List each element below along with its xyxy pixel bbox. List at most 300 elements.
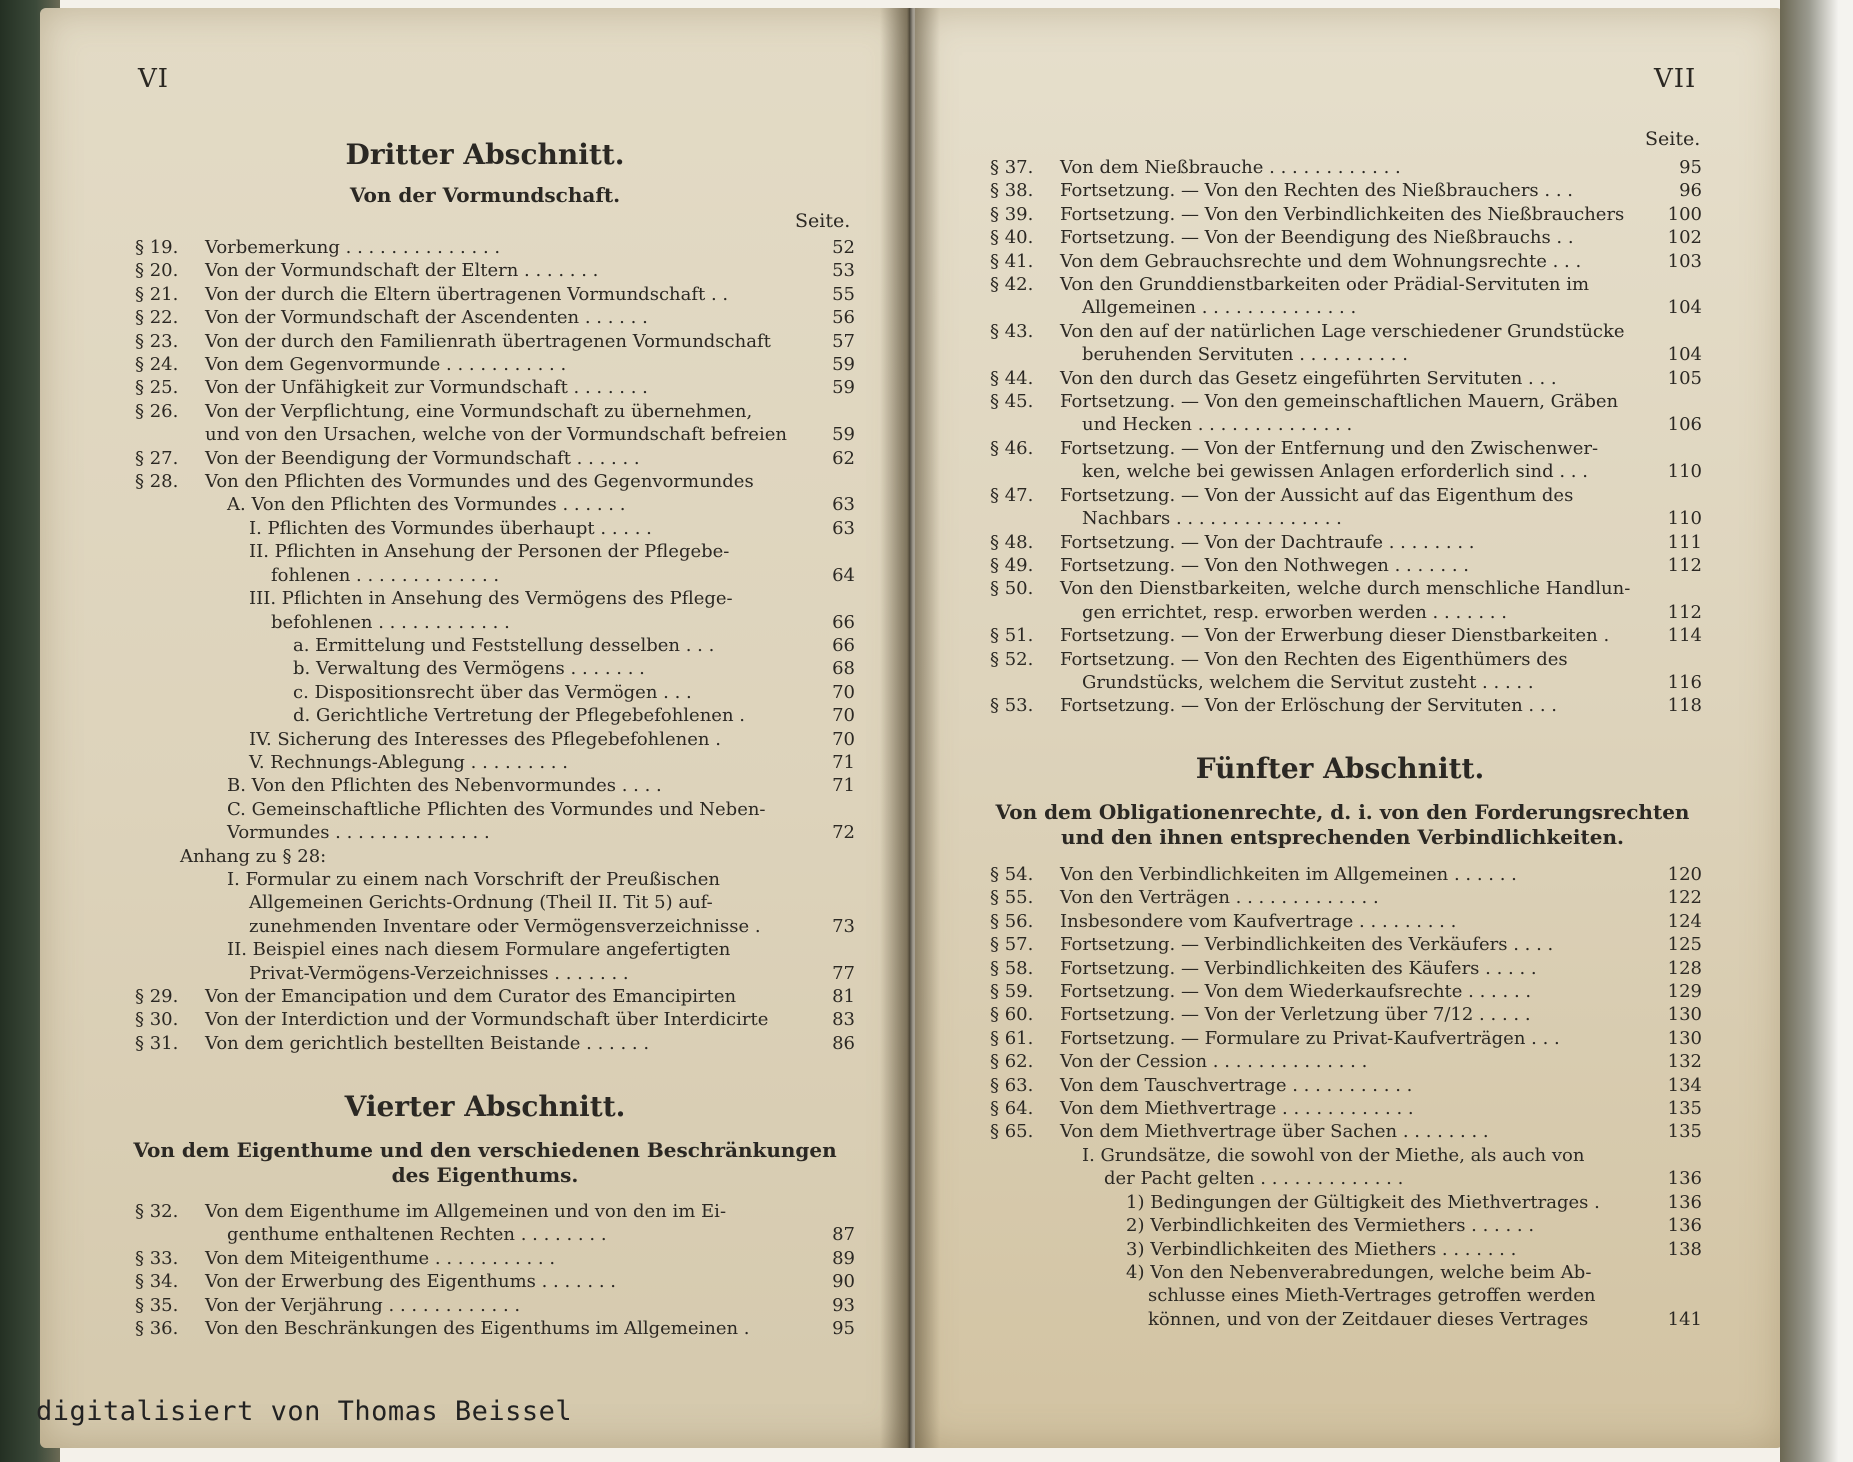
toc-page-number: 55 (832, 283, 855, 305)
toc-page-number: 129 (1667, 981, 1702, 1003)
toc-entry-title: Von der Beendigung der Vormundschaft . . . . . . (205, 447, 640, 469)
toc-entry (135, 283, 855, 306)
toc-entry-title: Fortsetzung. — Von den Rechten des Eigenthümers des (1060, 648, 1568, 670)
toc-entry-title: Von der Cession . . . . . . . . . . . . . . (1060, 1051, 1368, 1073)
toc-list-left-1 (135, 236, 855, 1055)
toc-page-number: 114 (1667, 625, 1702, 647)
toc-entry-title: Vormundes . . . . . . . . . . . . . . (227, 822, 490, 844)
toc-page-number: 68 (832, 658, 855, 680)
toc-entry-title: Von dem gerichtlich bestellten Beistande . . . . . . (205, 1032, 650, 1054)
toc-entry (135, 1200, 855, 1223)
toc-entry (135, 681, 855, 704)
toc-page-number: 62 (832, 447, 855, 469)
toc-entry-title: Von dem Nießbrauche . . . . . . . . . . . . (1060, 157, 1401, 178)
toc-section-number: § 59. (990, 981, 1034, 1003)
toc-entry (990, 1261, 1702, 1284)
toc-page-number: 134 (1667, 1074, 1702, 1096)
toc-entry-title: Von den Pflichten des Vormundes und des Gegenvormundes (205, 471, 754, 493)
toc-section-number: § 35. (135, 1294, 179, 1316)
toc-entry-title: Fortsetzung. — Von der Erlöschung der Servituten . . . (1060, 695, 1557, 717)
book-cover-right (1780, 0, 1853, 1462)
toc-entry-title: Insbesondere vom Kaufvertrage . . . . . . . . . (1060, 910, 1457, 932)
toc-entry-title: V. Rechnungs-Ablegung . . . . . . . . . (249, 751, 568, 773)
toc-page-number: 106 (1667, 414, 1702, 436)
toc-entry-title: Von der Verpflichtung, eine Vormundschaft zu übernehmen, (205, 400, 753, 422)
toc-entry (135, 447, 855, 470)
toc-entry-title: c. Dispositionsrecht über das Vermögen . . . (293, 681, 692, 703)
toc-entry (990, 367, 1702, 390)
toc-entry (135, 493, 855, 516)
toc-entry-title: ken, welche bei gewissen Anlagen erforderlich sind . . . (1082, 461, 1588, 483)
toc-section-number: § 33. (135, 1247, 179, 1269)
toc-entry (135, 1247, 855, 1270)
toc-entry-title: Fortsetzung. — Von den Rechten des Nießbrauchers . . . (1060, 180, 1573, 202)
toc-page-number: 70 (832, 728, 855, 750)
toc-entry (990, 273, 1702, 296)
toc-entry (990, 507, 1702, 530)
toc-entry (990, 624, 1702, 647)
toc-entry-title: Vorbemerkung . . . . . . . . . . . . . . (205, 237, 501, 258)
toc-entry (990, 413, 1702, 436)
toc-page-number: 90 (832, 1271, 855, 1293)
toc-page-number: 66 (832, 611, 855, 633)
toc-entry (990, 957, 1702, 980)
toc-page-number: 110 (1667, 461, 1702, 483)
toc-page-number: 116 (1667, 671, 1702, 693)
toc-entry (135, 564, 855, 587)
toc-page-number: 83 (832, 1009, 855, 1031)
toc-entry-title: Von der Vormundschaft der Eltern . . . . . . . (205, 260, 599, 282)
toc-section-number: § 24. (135, 354, 179, 376)
toc-entry (135, 845, 855, 868)
toc-entry (135, 1317, 855, 1340)
toc-section-number: § 64. (990, 1098, 1034, 1120)
toc-section-number: § 22. (135, 307, 179, 329)
toc-entry-title: Von der Emancipation und dem Curator des Emancipirten (205, 986, 737, 1007)
toc-section-number: § 32. (135, 1201, 179, 1222)
page-number-left: VI (138, 64, 170, 94)
toc-section-number: § 19. (135, 237, 179, 258)
toc-entry (135, 1223, 855, 1246)
toc-page-number: 66 (832, 634, 855, 656)
toc-entry (990, 1214, 1702, 1237)
toc-entry (135, 1270, 855, 1293)
toc-entry-title: Von den Dienstbarkeiten, welche durch menschliche Handlun- (1060, 578, 1631, 600)
toc-section-number: § 58. (990, 957, 1034, 979)
toc-section-number: § 43. (990, 320, 1034, 342)
toc-page-number: 56 (832, 307, 855, 329)
toc-page-number: 138 (1667, 1238, 1702, 1260)
toc-entry-title: schlusse eines Mieth-Vertrages getroffen werden (1148, 1285, 1596, 1307)
toc-entry-title: Fortsetzung. — Von der Aussicht auf das Eigenthum des (1060, 484, 1574, 506)
toc-page-number: 64 (832, 564, 855, 586)
toc-entry-title: II. Pflichten in Ansehung der Personen der Pflegebe- (249, 541, 730, 563)
section-subheading-vormundschaft: Von der Vormundschaft. (349, 183, 621, 207)
toc-entry-title: Fortsetzung. — Von der Beendigung des Nießbrauchs . . (1060, 227, 1574, 249)
toc-page-number: 103 (1667, 250, 1702, 272)
toc-page-number: 112 (1667, 601, 1702, 623)
toc-section-number: § 31. (135, 1032, 179, 1054)
toc-list-right-2 (990, 863, 1702, 1331)
toc-page-number: 89 (832, 1247, 855, 1269)
toc-page-number: 122 (1667, 887, 1702, 909)
toc-entry-title: Von den Beschränkungen des Eigenthums im Allgemeinen . (205, 1318, 750, 1340)
toc-entry-title: gen errichtet, resp. erworben werden . . . . . . . (1082, 601, 1507, 623)
toc-entry (135, 1032, 855, 1055)
toc-entry (990, 250, 1702, 273)
toc-entry (135, 798, 855, 821)
toc-page-number: 104 (1667, 344, 1702, 366)
toc-entry (135, 517, 855, 540)
toc-entry (135, 657, 855, 680)
toc-entry-title: Fortsetzung. — Von der Erwerbung dieser Dienstbarkeiten . (1060, 625, 1610, 647)
toc-entry (135, 587, 855, 610)
toc-section-number: § 39. (990, 203, 1034, 225)
toc-page-number: 95 (832, 1318, 855, 1340)
toc-entry (135, 704, 855, 727)
toc-entry (135, 891, 855, 914)
toc-entry-title: 1) Bedingungen der Gültigkeit des Miethvertrages . (1126, 1191, 1600, 1213)
toc-section-number: § 25. (135, 377, 179, 399)
toc-entry-title: Fortsetzung. — Von dem Wiederkaufsrechte . . . . . . (1060, 981, 1532, 1003)
toc-entry (135, 1294, 855, 1317)
toc-section-number: § 28. (135, 471, 179, 493)
toc-entry-title: Von dem Tauschvertrage . . . . . . . . . . . (1060, 1074, 1413, 1096)
toc-page-number: 120 (1667, 864, 1702, 885)
toc-entry (990, 437, 1702, 460)
toc-entry-title: Von den Verträgen . . . . . . . . . . . . . (1060, 887, 1379, 909)
subheading-line-1: Von dem Obligationenrechte, d. i. von den Forderungsrechten (995, 800, 1690, 824)
toc-page-number: 70 (832, 705, 855, 727)
toc-entry (990, 531, 1702, 554)
toc-entry (135, 821, 855, 844)
toc-entry (135, 938, 855, 961)
toc-entry-title: Privat-Vermögens-Verzeichnisses . . . . . . . (249, 962, 629, 984)
toc-entry (990, 933, 1702, 956)
toc-section-number: § 44. (990, 367, 1034, 389)
toc-entry (990, 1167, 1702, 1190)
toc-entry (135, 611, 855, 634)
toc-entry-title: Fortsetzung. — Von den gemeinschaftlichen Mauern, Gräben (1060, 391, 1619, 413)
toc-entry-title: Von der Verjährung . . . . . . . . . . . . (205, 1294, 521, 1316)
toc-entry-title: IV. Sicherung des Interesses des Pflegebefohlenen . (249, 728, 721, 750)
toc-entry (990, 179, 1702, 202)
toc-section-number: § 23. (135, 330, 179, 352)
toc-entry (135, 915, 855, 938)
toc-entry-title: Von dem Gegenvormunde . . . . . . . . . . . (205, 354, 567, 376)
toc-entry (135, 751, 855, 774)
toc-entry-title: Von den durch das Gesetz eingeführten Servituten . . . (1060, 367, 1557, 389)
toc-entry (135, 634, 855, 657)
toc-entry-title: zunehmenden Inventare oder Vermögensverzeichnisse . (249, 915, 761, 937)
toc-page-number: 111 (1667, 531, 1702, 553)
toc-entry (990, 886, 1702, 909)
toc-entry (135, 306, 855, 329)
toc-page-number: 130 (1667, 1027, 1702, 1049)
subheading-line-1: Von dem Eigenthume und den verschiedenen Beschränkungen (133, 1138, 837, 1162)
toc-entry (135, 423, 855, 446)
toc-entry-title: Nachbars . . . . . . . . . . . . . . . (1082, 508, 1342, 530)
toc-entry (990, 296, 1702, 319)
toc-entry-title: Von dem Eigenthume im Allgemeinen und von den im Ei- (205, 1201, 727, 1222)
toc-entry-title: Fortsetzung. — Formulare zu Privat-Kaufverträgen . . . (1060, 1027, 1560, 1049)
toc-entry (990, 343, 1702, 366)
toc-entry (135, 376, 855, 399)
toc-entry (990, 1144, 1702, 1167)
toc-section-number: § 57. (990, 934, 1034, 956)
toc-entry (135, 353, 855, 376)
toc-entry-title: Von den Grunddienstbarkeiten oder Prädial-Servituten im (1060, 274, 1590, 296)
toc-entry (990, 648, 1702, 671)
toc-entry-title: Von der durch den Familienrath übertragenen Vormundschaft (205, 330, 771, 352)
toc-section-number: § 27. (135, 447, 179, 469)
toc-section-number: § 36. (135, 1318, 179, 1340)
book-gutter (880, 8, 940, 1448)
toc-section-number: § 20. (135, 260, 179, 282)
toc-entry (990, 226, 1702, 249)
toc-entry-title: Von der Interdiction und der Vormundschaft über Interdicirte (205, 1009, 769, 1031)
toc-page-number: 63 (832, 494, 855, 516)
toc-entry (990, 980, 1702, 1003)
toc-page-number: 57 (832, 330, 855, 352)
toc-entry-title: Von den Verbindlichkeiten im Allgemeinen . . . . . . (1060, 864, 1517, 885)
toc-entry (990, 460, 1702, 483)
toc-entry-title: 4) Von den Nebenverabredungen, welche beim Ab- (1126, 1261, 1592, 1283)
toc-entry-title: Von dem Miethvertrage über Sachen . . . . . . . . (1060, 1121, 1489, 1143)
toc-page-number: 96 (1679, 180, 1702, 202)
toc-list-left-2 (135, 1200, 855, 1340)
toc-entry (990, 601, 1702, 624)
toc-entry-title: befohlenen . . . . . . . . . . . . (271, 611, 510, 633)
toc-page-number: 110 (1667, 508, 1702, 530)
toc-section-number: § 60. (990, 1004, 1034, 1026)
toc-entry-title: Von dem Miethvertrage . . . . . . . . . . . . (1060, 1098, 1414, 1120)
toc-entry-title: können, und von der Zeitdauer dieses Vertrages (1148, 1308, 1589, 1330)
toc-entry-title: I. Formular zu einem nach Vorschrift der Preußischen (227, 868, 721, 890)
toc-entry (990, 1308, 1702, 1331)
toc-entry (990, 203, 1702, 226)
toc-entry (990, 390, 1702, 413)
toc-section-number: § 62. (990, 1051, 1034, 1073)
toc-page-number: 135 (1667, 1121, 1702, 1143)
subheading-line-2: des Eigenthums. (391, 1163, 579, 1187)
toc-section-number: § 54. (990, 864, 1034, 885)
toc-page-number: 128 (1667, 957, 1702, 979)
toc-entry-title: beruhenden Servituten . . . . . . . . . . (1082, 344, 1408, 366)
toc-page-number: 125 (1667, 934, 1702, 956)
section-heading-fuenfter: Fünfter Abschnitt. (1195, 752, 1485, 785)
toc-entry-title: A. Von den Pflichten des Vormundes . . . . . . (227, 494, 626, 516)
toc-section-number: § 26. (135, 400, 179, 422)
toc-entry (990, 1191, 1702, 1214)
toc-entry (990, 671, 1702, 694)
toc-entry-title: Allgemeinen . . . . . . . . . . . . . . (1082, 297, 1357, 319)
toc-entry-title: Grundstücks, welchem die Servitut zusteht . . . . . (1082, 671, 1534, 693)
toc-section-number: § 21. (135, 283, 179, 305)
toc-page-number: 100 (1667, 203, 1702, 225)
toc-list-right-1 (990, 156, 1702, 718)
toc-page-number: 81 (832, 986, 855, 1007)
toc-page-number: 118 (1667, 695, 1702, 717)
toc-page-number: 132 (1667, 1051, 1702, 1073)
section-subheading-eigenthum (130, 1138, 840, 1188)
subheading-line-2: und den ihnen entsprechenden Verbindlichkeiten. (1061, 825, 1624, 849)
toc-entry (990, 1120, 1702, 1143)
toc-entry (990, 320, 1702, 343)
toc-section-number: § 55. (990, 887, 1034, 909)
toc-entry (990, 694, 1702, 717)
toc-entry (990, 1097, 1702, 1120)
toc-entry-title: der Pacht gelten . . . . . . . . . . . . . (1104, 1168, 1404, 1190)
toc-entry (990, 1284, 1702, 1307)
toc-section-number: § 38. (990, 180, 1034, 202)
toc-entry-title: Fortsetzung. — Von der Entfernung und den Zwischenwer- (1060, 437, 1599, 459)
toc-entry-title: Von dem Gebrauchsrechte und dem Wohnungsrechte . . . (1060, 250, 1582, 272)
toc-entry (135, 868, 855, 891)
toc-page-number: 53 (832, 260, 855, 282)
toc-page-number: 59 (832, 354, 855, 376)
toc-entry-title: b. Verwaltung des Vermögens . . . . . . . (293, 658, 645, 680)
toc-entry (135, 330, 855, 353)
toc-entry-title: 3) Verbindlichkeiten des Miethers . . . . . . . (1126, 1238, 1517, 1260)
toc-page-number: 59 (832, 424, 855, 446)
toc-entry-title: I. Pflichten des Vormundes überhaupt . . . . . (249, 517, 652, 539)
toc-section-number: § 40. (990, 227, 1034, 249)
toc-entry-title: Von dem Miteigenthume . . . . . . . . . . . (205, 1247, 556, 1269)
toc-entry-title: Fortsetzung. — Von der Verletzung über 7/12 . . . . . (1060, 1004, 1531, 1026)
toc-entry-title: Fortsetzung. — Von den Verbindlichkeiten des Nießbrauchers (1060, 203, 1625, 225)
toc-page-number: 93 (832, 1294, 855, 1316)
toc-entry-title: und Hecken . . . . . . . . . . . . . . (1082, 414, 1353, 436)
toc-page-number: 86 (832, 1032, 855, 1054)
toc-entry-title: Anhang zu § 28: (180, 845, 327, 867)
toc-section-number: § 61. (990, 1027, 1034, 1049)
toc-entry (990, 1050, 1702, 1073)
toc-section-number: § 53. (990, 695, 1034, 717)
toc-entry-title: II. Beispiel eines nach diesem Formulare angefertigten (227, 939, 731, 961)
toc-section-number: § 42. (990, 274, 1034, 296)
toc-entry (135, 728, 855, 751)
toc-entry-title: genthume enthaltenen Rechten . . . . . . . . (227, 1224, 607, 1246)
toc-section-number: § 34. (135, 1271, 179, 1293)
toc-entry (135, 1008, 855, 1031)
toc-page-number: 73 (832, 915, 855, 937)
toc-page-number: 59 (832, 377, 855, 399)
toc-entry-title: a. Ermittelung und Feststellung desselben . . . (293, 634, 715, 656)
toc-section-number: § 56. (990, 910, 1034, 932)
toc-section-number: § 47. (990, 484, 1034, 506)
toc-entry-title: I. Grundsätze, die sowohl von der Miethe, als auch von (1082, 1144, 1585, 1166)
toc-entry (990, 156, 1702, 179)
toc-entry-title: Fortsetzung. — Von der Dachtraufe . . . . . . . . (1060, 531, 1475, 553)
section-heading-vierter: Vierter Abschnitt. (344, 1090, 626, 1123)
seite-label-left: Seite. (795, 210, 851, 232)
toc-section-number: § 45. (990, 391, 1034, 413)
toc-page-number: 102 (1667, 227, 1702, 249)
toc-entry (135, 259, 855, 282)
toc-page-number: 95 (1679, 157, 1702, 178)
toc-entry (135, 774, 855, 797)
toc-section-number: § 65. (990, 1121, 1034, 1143)
toc-page-number: 105 (1667, 367, 1702, 389)
toc-entry (135, 985, 855, 1008)
toc-page-number: 130 (1667, 1004, 1702, 1026)
toc-entry-title: Von der Vormundschaft der Ascendenten . . . . . . (205, 307, 648, 329)
toc-entry (135, 470, 855, 493)
toc-page-number: 72 (832, 822, 855, 844)
section-subheading-obligationen (985, 800, 1700, 850)
toc-page-number: 71 (832, 775, 855, 797)
toc-entry-title: Von den auf der natürlichen Lage verschiedener Grundstücke (1060, 320, 1625, 342)
toc-entry-title: Fortsetzung. — Verbindlichkeiten des Käufers . . . . . (1060, 957, 1537, 979)
toc-page-number: 70 (832, 681, 855, 703)
toc-entry (990, 1003, 1702, 1026)
toc-section-number: § 52. (990, 648, 1034, 670)
toc-entry (135, 400, 855, 423)
toc-page-number: 112 (1667, 554, 1702, 576)
toc-section-number: § 50. (990, 578, 1034, 600)
section-heading-dritter: Dritter Abschnitt. (345, 138, 625, 171)
toc-entry (990, 863, 1702, 886)
toc-section-number: § 51. (990, 625, 1034, 647)
toc-entry-title: Von der Erwerbung des Eigenthums . . . . . . . (205, 1271, 616, 1293)
toc-section-number: § 41. (990, 250, 1034, 272)
toc-entry-title: Fortsetzung. — Verbindlichkeiten des Verkäufers . . . . (1060, 934, 1554, 956)
toc-page-number: 136 (1667, 1191, 1702, 1213)
toc-entry (990, 1238, 1702, 1261)
toc-section-number: § 37. (990, 157, 1034, 178)
toc-entry (135, 962, 855, 985)
toc-page-number: 77 (832, 962, 855, 984)
digitization-watermark: digitalisiert von Thomas Beissel (36, 1396, 573, 1427)
toc-page-number: 71 (832, 751, 855, 773)
toc-entry (990, 1027, 1702, 1050)
toc-entry-title: Fortsetzung. — Von den Nothwegen . . . . . . . (1060, 554, 1469, 576)
toc-entry (990, 484, 1702, 507)
toc-entry-title: III. Pflichten in Ansehung des Vermögens des Pflege- (249, 588, 733, 610)
toc-section-number: § 29. (135, 986, 179, 1007)
toc-entry (990, 554, 1702, 577)
toc-page-number: 87 (832, 1224, 855, 1246)
toc-entry (990, 577, 1702, 600)
toc-entry (135, 236, 855, 259)
seite-label-right: Seite. (1645, 128, 1701, 150)
toc-page-number: 124 (1667, 910, 1702, 932)
toc-section-number: § 48. (990, 531, 1034, 553)
toc-page-number: 52 (832, 237, 855, 258)
toc-entry-title: und von den Ursachen, welche von der Vormundschaft befreien (205, 424, 787, 446)
toc-entry-title: B. Von den Pflichten des Nebenvormundes . . . . (227, 775, 662, 797)
toc-entry-title: fohlenen . . . . . . . . . . . . . (271, 564, 500, 586)
toc-entry (990, 1074, 1702, 1097)
toc-section-number: § 63. (990, 1074, 1034, 1096)
toc-entry-title: C. Gemeinschaftliche Pflichten des Vormundes und Neben- (227, 798, 766, 820)
toc-page-number: 104 (1667, 297, 1702, 319)
toc-section-number: § 30. (135, 1009, 179, 1031)
toc-page-number: 135 (1667, 1098, 1702, 1120)
toc-section-number: § 49. (990, 554, 1034, 576)
toc-entry-title: 2) Verbindlichkeiten des Vermiethers . . . . . . (1126, 1215, 1535, 1237)
toc-entry-title: d. Gerichtliche Vertretung der Pflegebefohlenen . (293, 705, 745, 727)
toc-section-number: § 46. (990, 437, 1034, 459)
toc-page-number: 141 (1667, 1308, 1702, 1330)
toc-entry (990, 910, 1702, 933)
toc-entry-title: Von der durch die Eltern übertragenen Vormundschaft . . (205, 283, 729, 305)
toc-entry (135, 540, 855, 563)
page-number-right: VII (1654, 64, 1697, 94)
toc-entry-title: Allgemeinen Gerichts-Ordnung (Theil II. Tit 5) auf- (249, 892, 713, 914)
toc-entry-title: Von der Unfähigkeit zur Vormundschaft . . . . . . . (205, 377, 648, 399)
